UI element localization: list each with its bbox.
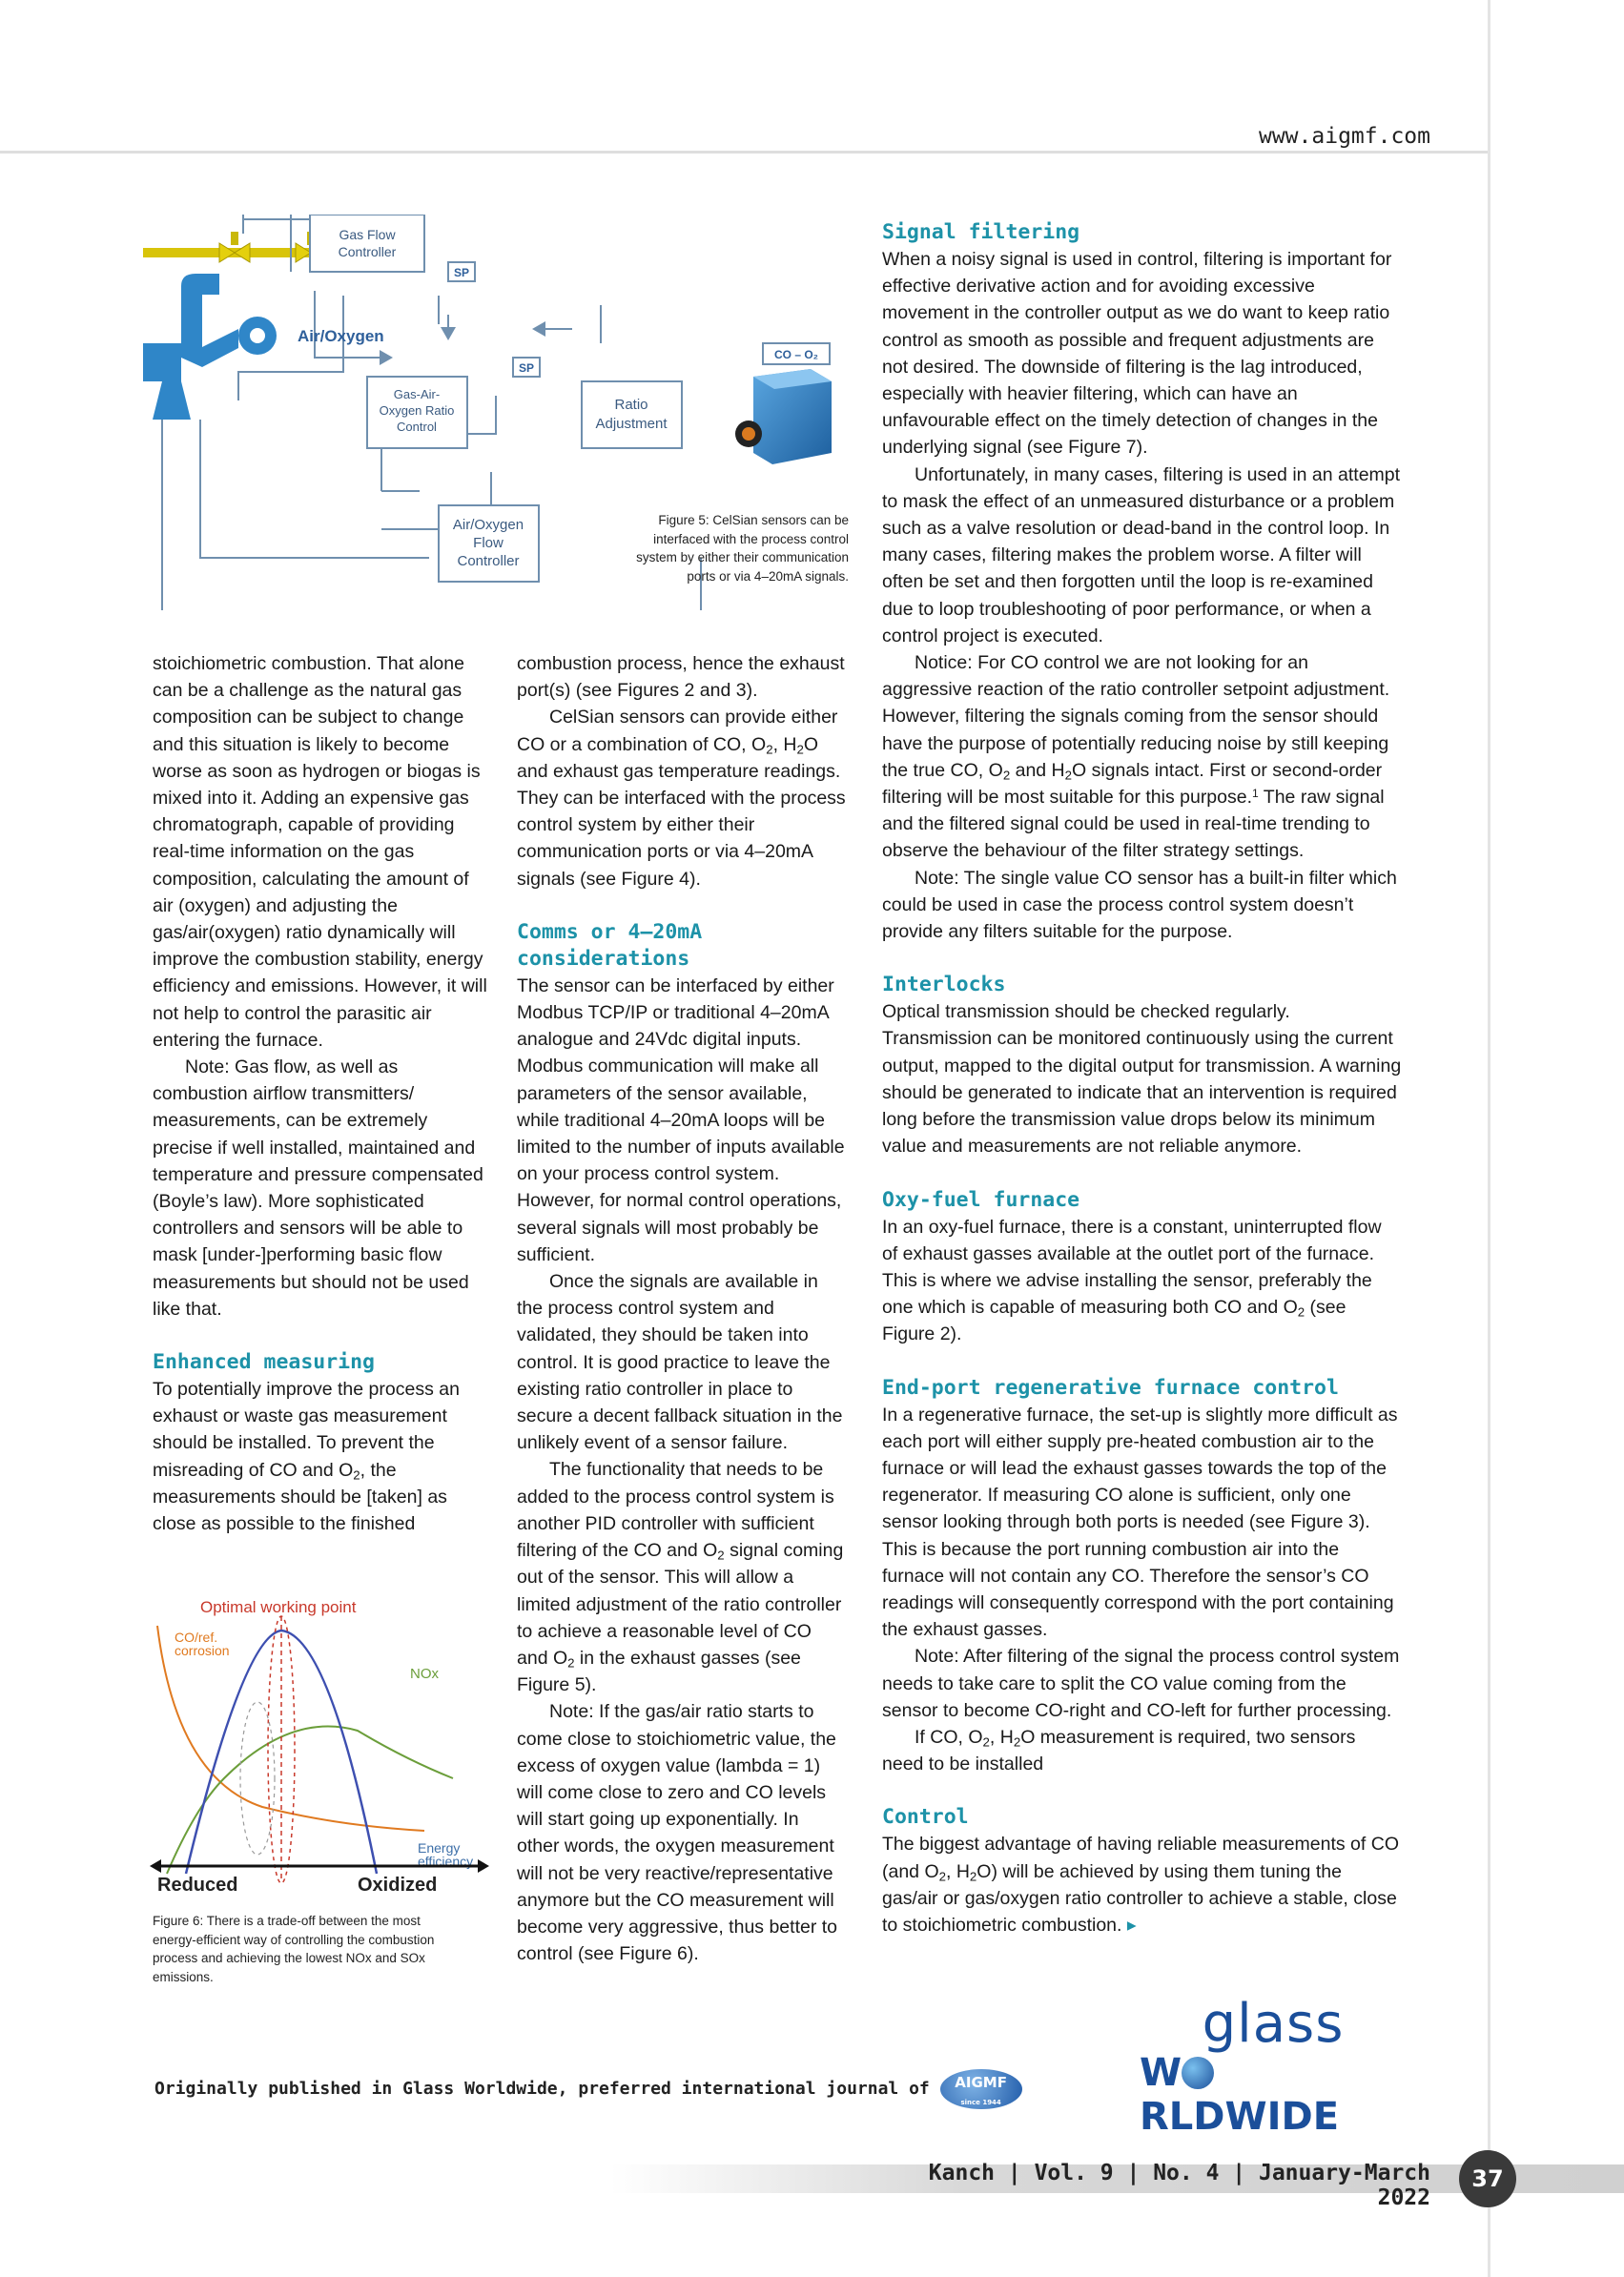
paragraph: CelSian sensors can provide either CO or a combination of CO, $O_2$, $H_2O$ and exhaust gas temperature readings. They can be interfaced with the process control system by either their communication ports or via 4–20mA signals (see Figure 4).: [517, 707, 846, 890]
aigmf-logo: AIGMF since 1944: [940, 2069, 1022, 2109]
paragraph: In a regenerative furnace, the set-up is slightly more difficult as each port will either supply pre-heated combustion air to the furnace or will lead the exhaust gasses towards the top of the regenerator. If measuring CO alone is sufficient, only one sensor looking through both ports is needed (see Figure 3). This is because the port running combustion air into the furnace will not contain any CO. Therefore the sensor’s CO readings will consequently correspond with the port containing the exhaust gasses.: [882, 1404, 1398, 1641]
co-label-2: corrosion: [175, 1643, 230, 1658]
paragraph: combustion process, hence the exhaust port(s) (see Figures 2 and 3).: [517, 653, 845, 702]
nox-label: NOx: [410, 1666, 439, 1682]
glass-worldwide-logo: glass WRLDWIDE: [1140, 1993, 1345, 2139]
sensor-icon: [735, 369, 832, 464]
paragraph: Note: If the gas/air ratio starts to come close to stoichiometric value, the excess of oxygen value (lambda = 1) will come close to zero and CO levels will start going up exponentially. In other words, the oxygen measurement will not be very reactive/representative anymore but the CO measurement will become very aggressive, thus better to control (see Figure 6).: [517, 1701, 838, 1965]
nox-curve: [167, 1727, 453, 1874]
svg-text:Controller: Controller: [457, 553, 520, 569]
paragraph: Note: After filtering of the signal the process control system needs to take care to split the CO value coming from the sensor to become CO-right and CO-left for further processing.: [882, 1646, 1400, 1721]
paragraph: Notice: For CO control we are not looking for an aggressive reaction of the ratio controller setpoint adjustment. However, filtering the signals coming from the sensor should have the purpose of potentially reducing noise by still keeping the true CO, $O_2$ and $H_2O$ signals intact. First or second-order filtering will be most suitable for this purpose.$^1$ The raw signal and the filtered signal could be used in real-time trending to observe the behaviour of the filter strategy settings.: [882, 652, 1390, 862]
journal-info: Kanch | Vol. 9 | No. 4 | January-March 2022: [928, 2161, 1430, 2210]
paragraph: The biggest advantage of having reliable measurements of CO (and $O_2$, $H_2O$) will be achieved by using them tuning the gas/air or gas/oxygen ratio controller to achieve a stable, close to stoichiometric combustion. ▸: [882, 1834, 1399, 1936]
air-flow-controller-box: [439, 505, 539, 582]
page-edge-stripe: [1488, 0, 1490, 2277]
paragraph: In an oxy-fuel furnace, there is a constant, uninterrupted flow of exhaust gasses available at the outlet port of the furnace. This is where we advise installing the sensor, preferably the one which is capable of measuring both CO and $O_2$ (see Figure 2).: [882, 1216, 1382, 1345]
svg-text:Adjustment: Adjustment: [595, 416, 668, 432]
section-heading: Control: [882, 1805, 969, 1830]
paragraph: Note: The single value CO sensor has a built-in filter which could be used in case the process control system doesn’t provide any filters suitable for the purpose.: [882, 867, 1397, 943]
globe-icon: [1182, 2057, 1214, 2089]
figure-6-chart: [148, 1588, 491, 1898]
setpoint-badge: [513, 358, 540, 377]
publication-note: Originally published in Glass Worldwide, preferred international journal of AIGMF since 1944: [154, 2069, 1022, 2109]
co-o2-label: [763, 343, 830, 364]
paragraph: The sensor can be interfaced by either Modbus TCP/IP or traditional 4–20mA analogue and 24Vdc digital inputs. Modbus communication will make all parameters of the sensor available, while traditional 4–20mA loops will be limited to the number of inputs available on your process control system. However, for normal control operations, several signals will most probably be sufficient.: [517, 974, 845, 1265]
energy-label: Energy: [418, 1840, 461, 1856]
paragraph: The functionality that needs to be added to the process control system is another PID controller with sufficient filtering of the CO and $O_2$ signal coming out of the sensor. This will allow a limited adjustment of the ratio controller to achieve a reasonable level of CO and $O_2$ in the exhaust gasses (see Figure 5).: [517, 1459, 844, 1696]
paragraph: stoichiometric combustion. That alone can be a challenge as the natural gas composition can be subject to change and this situation is likely to become worse as soon as hydrogen or biogas is mixed into it. Adding an expensive gas chromatograph, capable of providing real-time information on the gas composition, calculating the amount of air (oxygen) and adjusting the gas/air(oxygen) ratio dynamically will improve the combustion stability, energy efficiency and emissions. However, it will not help to control the parasitic air entering the furnace.: [153, 653, 487, 1051]
column-1: [153, 650, 491, 1537]
header-rule: [0, 151, 1488, 154]
setpoint-badge: [448, 262, 475, 281]
co-label: CO/ref.: [175, 1630, 218, 1645]
svg-text:Air/Oxygen: Air/Oxygen: [452, 517, 524, 533]
figure-5-caption: Figure 5: CelSian sensors can be interfaced with the process control system by either their communication ports or via 4–20mA signals.: [636, 513, 849, 584]
column-3: [882, 219, 1402, 1939]
svg-text:Flow: Flow: [473, 535, 504, 551]
paragraph: Unfortunately, in many cases, filtering is used in an attempt to mask the effect of an unmeasured disturbance or a problem such as a valve resolution or dead-band in the control loop. In many cases, filtering makes the problem worse. A filter will often be set and then forgotten until the loop is re-examined due to loop troubleshooting of poor performance, or when a control project is executed.: [882, 463, 1401, 646]
axis-label-reduced: Reduced: [157, 1875, 238, 1896]
svg-text:Ratio: Ratio: [614, 397, 648, 413]
svg-text:SP: SP: [453, 266, 470, 279]
site-url[interactable]: www.aigmf.com: [1258, 124, 1430, 149]
energy-curve: [186, 1631, 377, 1874]
svg-text:SP: SP: [518, 361, 535, 375]
svg-text:Controller: Controller: [338, 244, 397, 259]
gas-flow-controller-box: [310, 215, 424, 272]
paragraph: When a noisy signal is used in control, filtering is important for effective derivative action and for avoiding excessive movement in the controller output as we do want to keep ratio control as smooth as possible and frequent adjustments are not desired. The downside of filtering is the lag introduced, especially with heavier filtering, which can have an unfavourable effect on the timely detection of changes in the underlying signal (see Figure 7).: [882, 249, 1392, 459]
paragraph: If CO, $O_2$, $H_2O$ measurement is required, two sensors need to be installed: [882, 1726, 1356, 1775]
section-heading: Oxy-fuel furnace: [882, 1187, 1080, 1212]
section-heading: Comms or 4–20mA considerations: [517, 919, 703, 971]
paragraph: To potentially improve the process an exhaust or waste gas measurement should be installed. To prevent the misreading of CO and $O_2$, the measurements should be [taken] as close as possible to the finished: [153, 1379, 460, 1535]
paragraph: Note: Gas flow, as well as combustion airflow transmitters/ measurements, can be extremely precise if well installed, maintained and temperature and pressure compensated (Boyle’s law). More sophisticated controllers and sensors will be able to mask [under-]performing basic flow measurements but should not be used like that.: [153, 1056, 483, 1320]
section-heading: Interlocks: [882, 973, 1006, 997]
axis-label-oxidized: Oxidized: [358, 1875, 438, 1896]
end-mark-icon: ▸: [1126, 1914, 1137, 1936]
section-heading: End-port regenerative furnace control: [882, 1375, 1339, 1400]
svg-text:CO – O₂: CO – O₂: [773, 348, 819, 361]
svg-text:Oxygen Ratio: Oxygen Ratio: [379, 403, 455, 418]
page-number: 37: [1459, 2150, 1516, 2207]
paragraph: Optical transmission should be checked regularly. Transmission can be monitored continuously using the current output, mapped to the digital output for transmission. A warning should be generated to indicate that an intervention is required long before the transmission value drops below its minimum value and measurements are not reliable anymore.: [882, 1001, 1402, 1158]
blower-icon: [143, 274, 277, 420]
ratio-control-box: [367, 377, 467, 448]
svg-text:Gas Flow: Gas Flow: [339, 227, 396, 242]
air-oxygen-label: Air/Oxygen: [298, 327, 384, 345]
section-heading: Enhanced measuring: [153, 1350, 375, 1375]
energy-label-2: efficiency: [418, 1854, 474, 1869]
section-heading: Signal filtering: [882, 220, 1080, 244]
figure-6-caption: Figure 6: There is a trade-off between the most energy-efficient way of controlling the combustion process and achieving the lowest NOx and SOx emissions.: [153, 1914, 435, 1984]
chart-title: Optimal working point: [200, 1598, 357, 1616]
svg-text:Control: Control: [397, 420, 437, 434]
ratio-adjustment-box: [582, 381, 682, 448]
column-2: [517, 650, 846, 1967]
svg-text:Gas-Air-: Gas-Air-: [393, 387, 441, 401]
paragraph: Once the signals are available in the process control system and validated, they should be taken into control. It is good practice to leave the existing ratio controller in place to secure a decent fallback situation in the unlikely event of a sensor failure.: [517, 1271, 843, 1454]
